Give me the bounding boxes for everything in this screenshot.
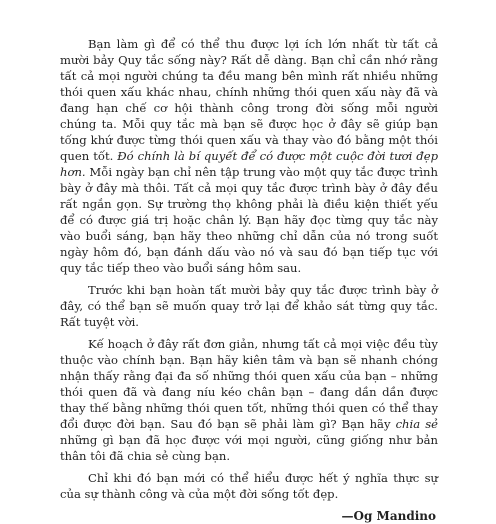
paragraph-text: Chỉ khi đó bạn mới có thể hiểu được hết ý nghĩa thực sự của sự thành công và của một đời sống tốt đẹp. xyxy=(60,471,438,501)
paragraph-4 xyxy=(60,470,438,502)
emphasis-text: Đó chính là bí quyết để có được một cuộc đời tươi đẹp hơn. xyxy=(60,149,439,179)
paragraph-3 xyxy=(60,336,438,464)
paragraph-text: Trước khi bạn hoàn tất mười bảy quy tắc được trình bày ở đây, có thể bạn sẽ muốn quay trở lại để khảo sát từng quy tắc. Rất tuyệt vời. xyxy=(60,283,438,329)
paragraph-text: Bạn làm gì để có thể thu được lợi ích lớn nhất từ tất cả mười bảy Quy tắc sống này? Rất dễ dàng. Bạn chỉ cần nhớ rằng tất cả mọi người chúng ta đều mang bên mình rất nhiều những thói quen xấu khác nhau, chính những thói quen xấu này đã và đang hạn chế cơ hội thành công trong đời sống mỗi người chúng ta. Mỗi quy tắc mà bạn sẽ được học ở đây sẽ giúp bạn tống khứ được từng thói quen xấu và thay vào đó bằng một thói quen tốt. xyxy=(60,37,438,163)
body-text xyxy=(60,36,438,502)
paragraph-text: Kế hoạch ở đây rất đơn giản, nhưng tất cả mọi việc đều tùy thuộc vào chính bạn. Bạn hãy kiên tâm và bạn sẽ nhanh chóng nhận thấy rằng đại đa số những thói quen xấu của bạn – những thói quen đã và đang níu kéo chân bạn – đang dần dần được thay thế bằng những thói quen tốt, những thói quen có thể thay đổi được đời bạn. Sau đó bạn sẽ phải làm gì? Bạn hãy xyxy=(60,337,438,431)
paragraph-2 xyxy=(60,282,438,330)
paragraph-text: Mỗi ngày bạn chỉ nên tập trung vào một quy tắc được trình bày ở đây mà thôi. Tất cả mọi quy tắc được trình bày ở đây đều rất ngắn gọn. Sự trường thọ không phải là điều kiện thiết yếu để có được giá trị hoặc chân lý. Bạn hãy đọc từng quy tắc này vào buổi sáng, bạn hãy theo những chỉ dẫn của nó trong suốt ngày hôm đó, bạn đánh dấu vào nó và sau đó bạn tiếp tục với quy tắc tiếp theo vào buổi sáng hôm sau. xyxy=(60,165,438,275)
paragraph-text: những gì bạn đã học được với mọi người, cũng giống như bản thân tôi đã chia sẻ cùng bạn. xyxy=(60,433,438,463)
paragraph-1 xyxy=(60,36,438,276)
author-signature: —Og Mandino xyxy=(341,509,436,523)
emphasis-text: chia sẻ xyxy=(395,417,439,431)
